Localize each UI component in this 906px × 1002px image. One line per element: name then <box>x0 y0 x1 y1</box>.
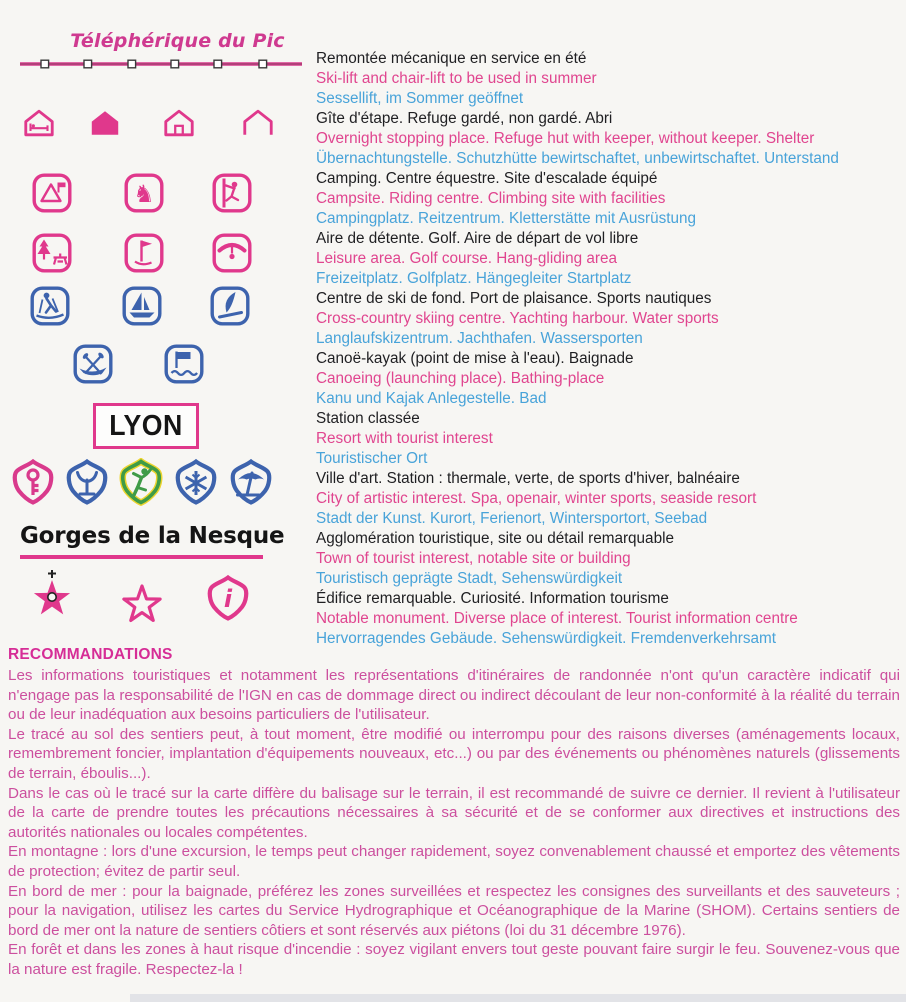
riding-centre-icon <box>124 173 164 213</box>
legend-line: Station classée <box>316 410 420 427</box>
gorges-underlined-label: Gorges de la Nesque <box>20 523 285 549</box>
legend-line: Hervorragendes Gebäude. Sehenswürdigkeit. Fremdenverkehrsamt <box>316 630 776 647</box>
legend-line: Canoeing (launching place). Bathing-place <box>316 370 605 387</box>
hang-gliding-icon <box>212 233 252 273</box>
svg-text:♞: ♞ <box>133 180 155 208</box>
lyon-text: LYON <box>109 409 183 442</box>
legend-line: Campingplatz. Reitzentrum. Kletterstätte mit Ausrüstung <box>316 210 697 227</box>
legend-line: Centre de ski de fond. Port de plaisance. Sports nautiques <box>316 290 712 307</box>
legend-line: Overnight stopping place. Refuge hut with keeper, without keeper. Shelter <box>316 130 815 147</box>
legend-line: Stadt der Kunst. Kurort, Ferienort, Wintersportort, Seebad <box>316 510 708 527</box>
lyon-town-label <box>93 403 199 449</box>
canoe-kayak-icon <box>73 344 113 384</box>
climbing-icon <box>212 173 252 213</box>
gorges-underline <box>20 555 263 559</box>
legend-line: Langlaufskizentrum. Jachthafen. Wassersporten <box>316 330 643 347</box>
legend-line: Leisure area. Golf course. Hang-gliding area <box>316 250 618 267</box>
recommendations-title: RECOMMANDATIONS <box>8 646 173 663</box>
gite-detape-icon <box>22 107 56 139</box>
legend-line: Notable monument. Diverse place of interest. Tourist information centre <box>316 610 798 627</box>
yacht-harbour-icon <box>122 286 162 326</box>
svg-text:i: i <box>223 585 233 613</box>
recommendation-paragraph: Les informations touristiques et notamment les représentations d'itinéraires de randonnée n'ont qu'un caractère indicatif qui n'engage pas la responsabilité de l'IGN en cas de dommage direct ou indirect découlant de leur non-conformité à la réalité du terrain ou de leur inadéquation aux besoins particuliers de l'utilisateur. <box>8 667 900 724</box>
golf-icon <box>124 233 164 273</box>
spa-badge <box>63 458 111 506</box>
cross-country-ski-icon <box>30 286 70 326</box>
windsurf-icon <box>210 286 250 326</box>
abri-icon <box>241 107 275 139</box>
refuge-non-garde-icon <box>162 107 196 139</box>
legend-line: Ski-lift and chair-lift to be used in summer <box>316 70 597 87</box>
legend-line: Sessellift, im Sommer geöffnet <box>316 90 524 107</box>
legend-line: Touristischer Ort <box>316 450 428 467</box>
legend-line: Town of tourist interest, notable site or building <box>316 550 631 567</box>
refuge-garde-icon <box>88 107 122 139</box>
cableway-line-icon <box>18 57 304 71</box>
bathing-icon <box>164 344 204 384</box>
recommendation-paragraph: En montagne : lors d'une excursion, le temps peut changer rapidement, soyez convenablement chaussé et emportez des vêtements de protection; évitez de partir seul. <box>8 843 900 880</box>
legend-line: Remontée mécanique en service en été <box>316 50 587 67</box>
legend-line: Ville d'art. Station : thermale, verte, de sports d'hiver, balnéaire <box>316 470 740 487</box>
legend-line: Gîte d'étape. Refuge gardé, non gardé. Abri <box>316 110 613 127</box>
tourist-info-icon <box>204 574 252 622</box>
leisure-area-icon <box>32 233 72 273</box>
legend-line: Kanu und Kajak Anlegestelle. Bad <box>316 390 547 407</box>
art-city-key-badge <box>9 458 57 506</box>
legend-line: Übernachtungstelle. Schutzhütte bewirtschaftet, unbewirtschaftet. Unterstand <box>316 150 839 167</box>
seaside-badge <box>227 458 275 506</box>
legend-line: Cross-country skiing centre. Yachting harbour. Water sports <box>316 310 719 327</box>
legend-line: Resort with tourist interest <box>316 430 493 447</box>
recommendation-paragraph: En forêt et dans les zones à haut risque d'incendie : soyez vigilant envers tout geste pouvant faire surgir le feu. Souvenez-vous que la nature est fragile. Respectez-la ! <box>8 941 900 978</box>
monument-star-icon <box>28 569 76 619</box>
legend-line: City of artistic interest. Spa, openair, winter sports, seaside resort <box>316 490 757 507</box>
recommendation-paragraph: En bord de mer : pour la baignade, préférez les zones surveillées et respectez les consignes des surveillants et des sauveteurs ; pour la navigation, utilisez les cartes du Service Hydrographique et Océanographique de la Marine (SHOM). Certains sentiers de bord de mer ont la nature de sentiers côtiers et sont réservés aux piétons (loi du 31 décembre 1976). <box>8 882 900 939</box>
legend-line: Freizeitplatz. Golfplatz. Hängegleiter Startplatz <box>316 270 632 287</box>
recommendation-paragraph: Le tracé au sol des sentiers peut, à tout moment, être modifié ou interrompu pour des raisons diverses (aménagements locaux, remembrement foncier, implantation d'équipements nouveaux, etc...) ou par des événements ou phénomènes naturels (glissements de terrain, éboulis...). <box>8 725 900 782</box>
winter-sports-badge <box>172 458 220 506</box>
legend-line: Canoë-kayak (point de mise à l'eau). Baignade <box>316 350 634 367</box>
cableway-label: Téléphérique du Pic <box>70 30 285 52</box>
legend-line: Camping. Centre équestre. Site d'escalade équipé <box>316 170 658 187</box>
recommendation-paragraph: Dans le cas où le tracé sur la carte diffère du balisage sur le terrain, il est recommandé de suivre ce dernier. Il revient à l'utilisateur de la carte de prendre toutes les précautions nécessaires à sa sécurité et de se conformer aux directives et instructions des autorités nationales ou locales compétentes. <box>8 784 900 841</box>
legend-line: Aire de détente. Golf. Aire de départ de vol libre <box>316 230 639 247</box>
legend-line: Édifice remarquable. Curiosité. Information tourisme <box>316 590 669 607</box>
page-bottom-edge <box>130 994 906 1002</box>
legend-text-column <box>316 49 902 649</box>
green-resort-badge <box>117 458 165 506</box>
camping-icon <box>32 173 72 213</box>
legend-line: Touristisch geprägte Stadt, Sehenswürdigkeit <box>316 570 623 587</box>
recommendations-body <box>8 666 900 980</box>
legend-line: Campsite. Riding centre. Climbing site with facilities <box>316 190 666 207</box>
curiosity-star-icon <box>118 575 166 625</box>
legend-line: Agglomération touristique, site ou détail remarquable <box>316 530 674 547</box>
